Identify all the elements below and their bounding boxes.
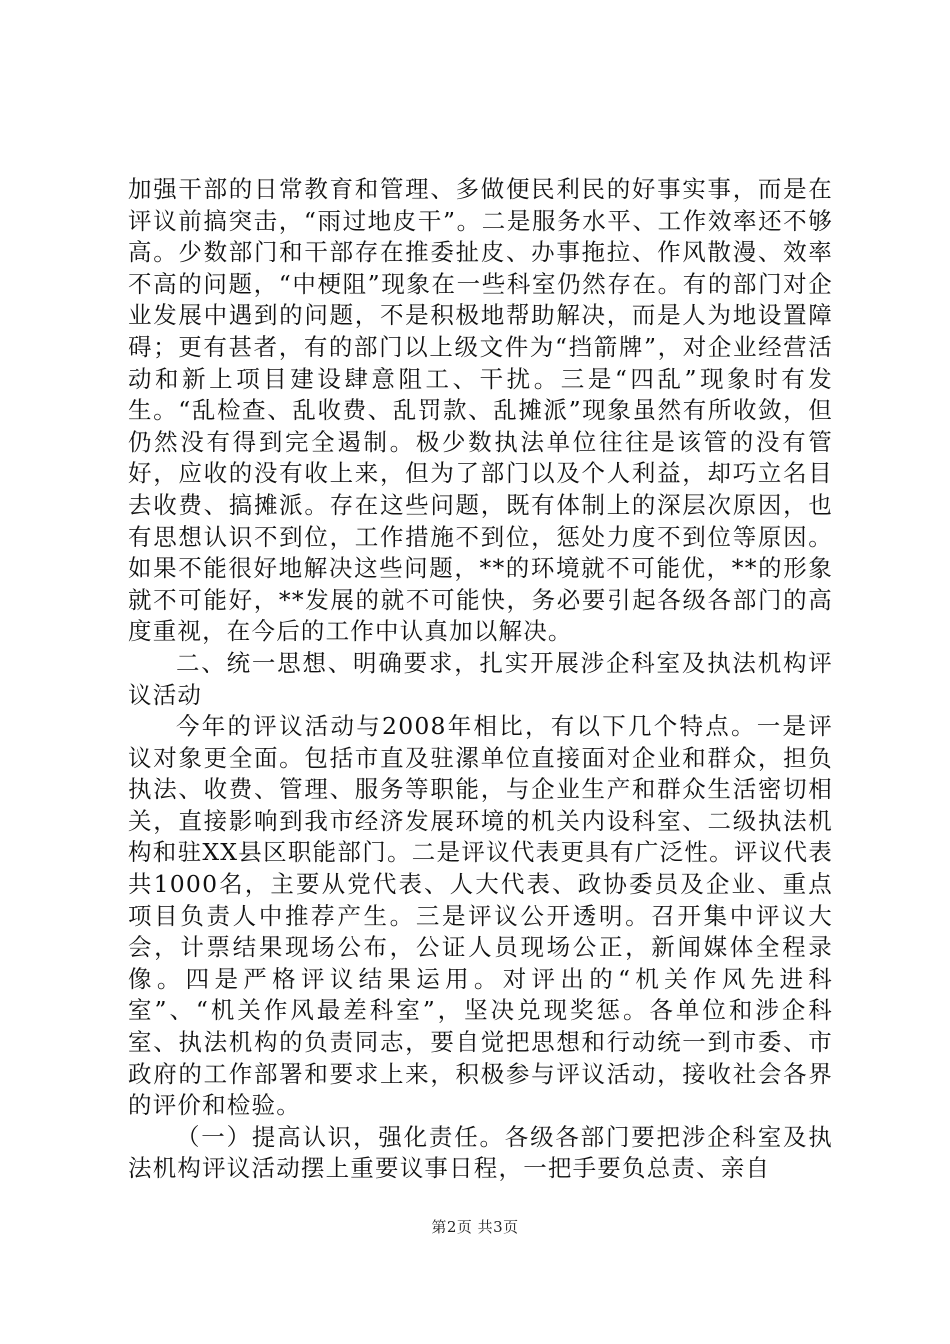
subsection-paragraph: （一）提高认识，强化责任。各级各部门要把涉企科室及执法机构评议活动摆上重要议事日程，一把手要负总责、亲自 [128, 1122, 833, 1183]
paragraph-continuation: 加强干部的日常教育和管理、多做便民利民的好事实事，而是在评议前搞突击，“雨过地皮干”。二是服务水平、工作效率还不够高。少数部门和干部存在推委扯皮、办事拖拉、作风散漫、效率不高的问题，“中梗阻”现象在一些科室仍然存在。有的部门对企业发展中遇到的问题，不是积极地帮助解决，而是人为地设置障碍；更有甚者，有的部门以上级文件为“挡箭牌”，对企业经营活动和新上项目建设肆意阻工、干扰。三是“四乱”现象时有发生。“乱检查、乱收费、乱罚款、乱摊派”现象虽然有所收敛，但仍然没有得到完全遏制。极少数执法单位往往是该管的没有管好，应收的没有收上来，但为了部门以及个人利益，却巧立名目去收费、搞摊派。存在这些问题，既有体制上的深层次原因，也有思想认识不到位，工作措施不到位，惩处力度不到位等原因。如果不能很好地解决这些问题，**的环境就不可能优，**的形象就不可能好，**发展的就不可能快，务必要引起各级各部门的高度重视，在今后的工作中认真加以解决。 [128, 175, 833, 646]
paragraph: 今年的评议活动与2008年相比，有以下几个特点。一是评议对象更全面。包括市直及驻漯单位直接面对企业和群众，担负执法、收费、管理、服务等职能，与企业生产和群众生活密切相关，直接影响到我市经济发展环境的机关内设科室、二级执法机构和驻XX县区职能部门。二是评议代表更具有广泛性。评议代表共1000名，主要从党代表、人大代表、政协委员及企业、重点项目负责人中推荐产生。三是评议公开透明。召开集中评议大会，计票结果现场公布，公证人员现场公正，新闻媒体全程录像。四是严格评议结果运用。对评出的“机关作风先进科室”、“机关作风最差科室”，坚决兑现奖惩。各单位和涉企科室、执法机构的负责同志，要自觉把思想和行动统一到市委、市政府的工作部署和要求上来，积极参与评议活动，接收社会各界的评价和检验。 [128, 712, 833, 1120]
section-heading: 二、统一思想、明确要求，扎实开展涉企科室及执法机构评议活动 [128, 648, 833, 709]
document-body [128, 174, 833, 1185]
page-number: 第2页 共3页 [431, 1218, 519, 1236]
